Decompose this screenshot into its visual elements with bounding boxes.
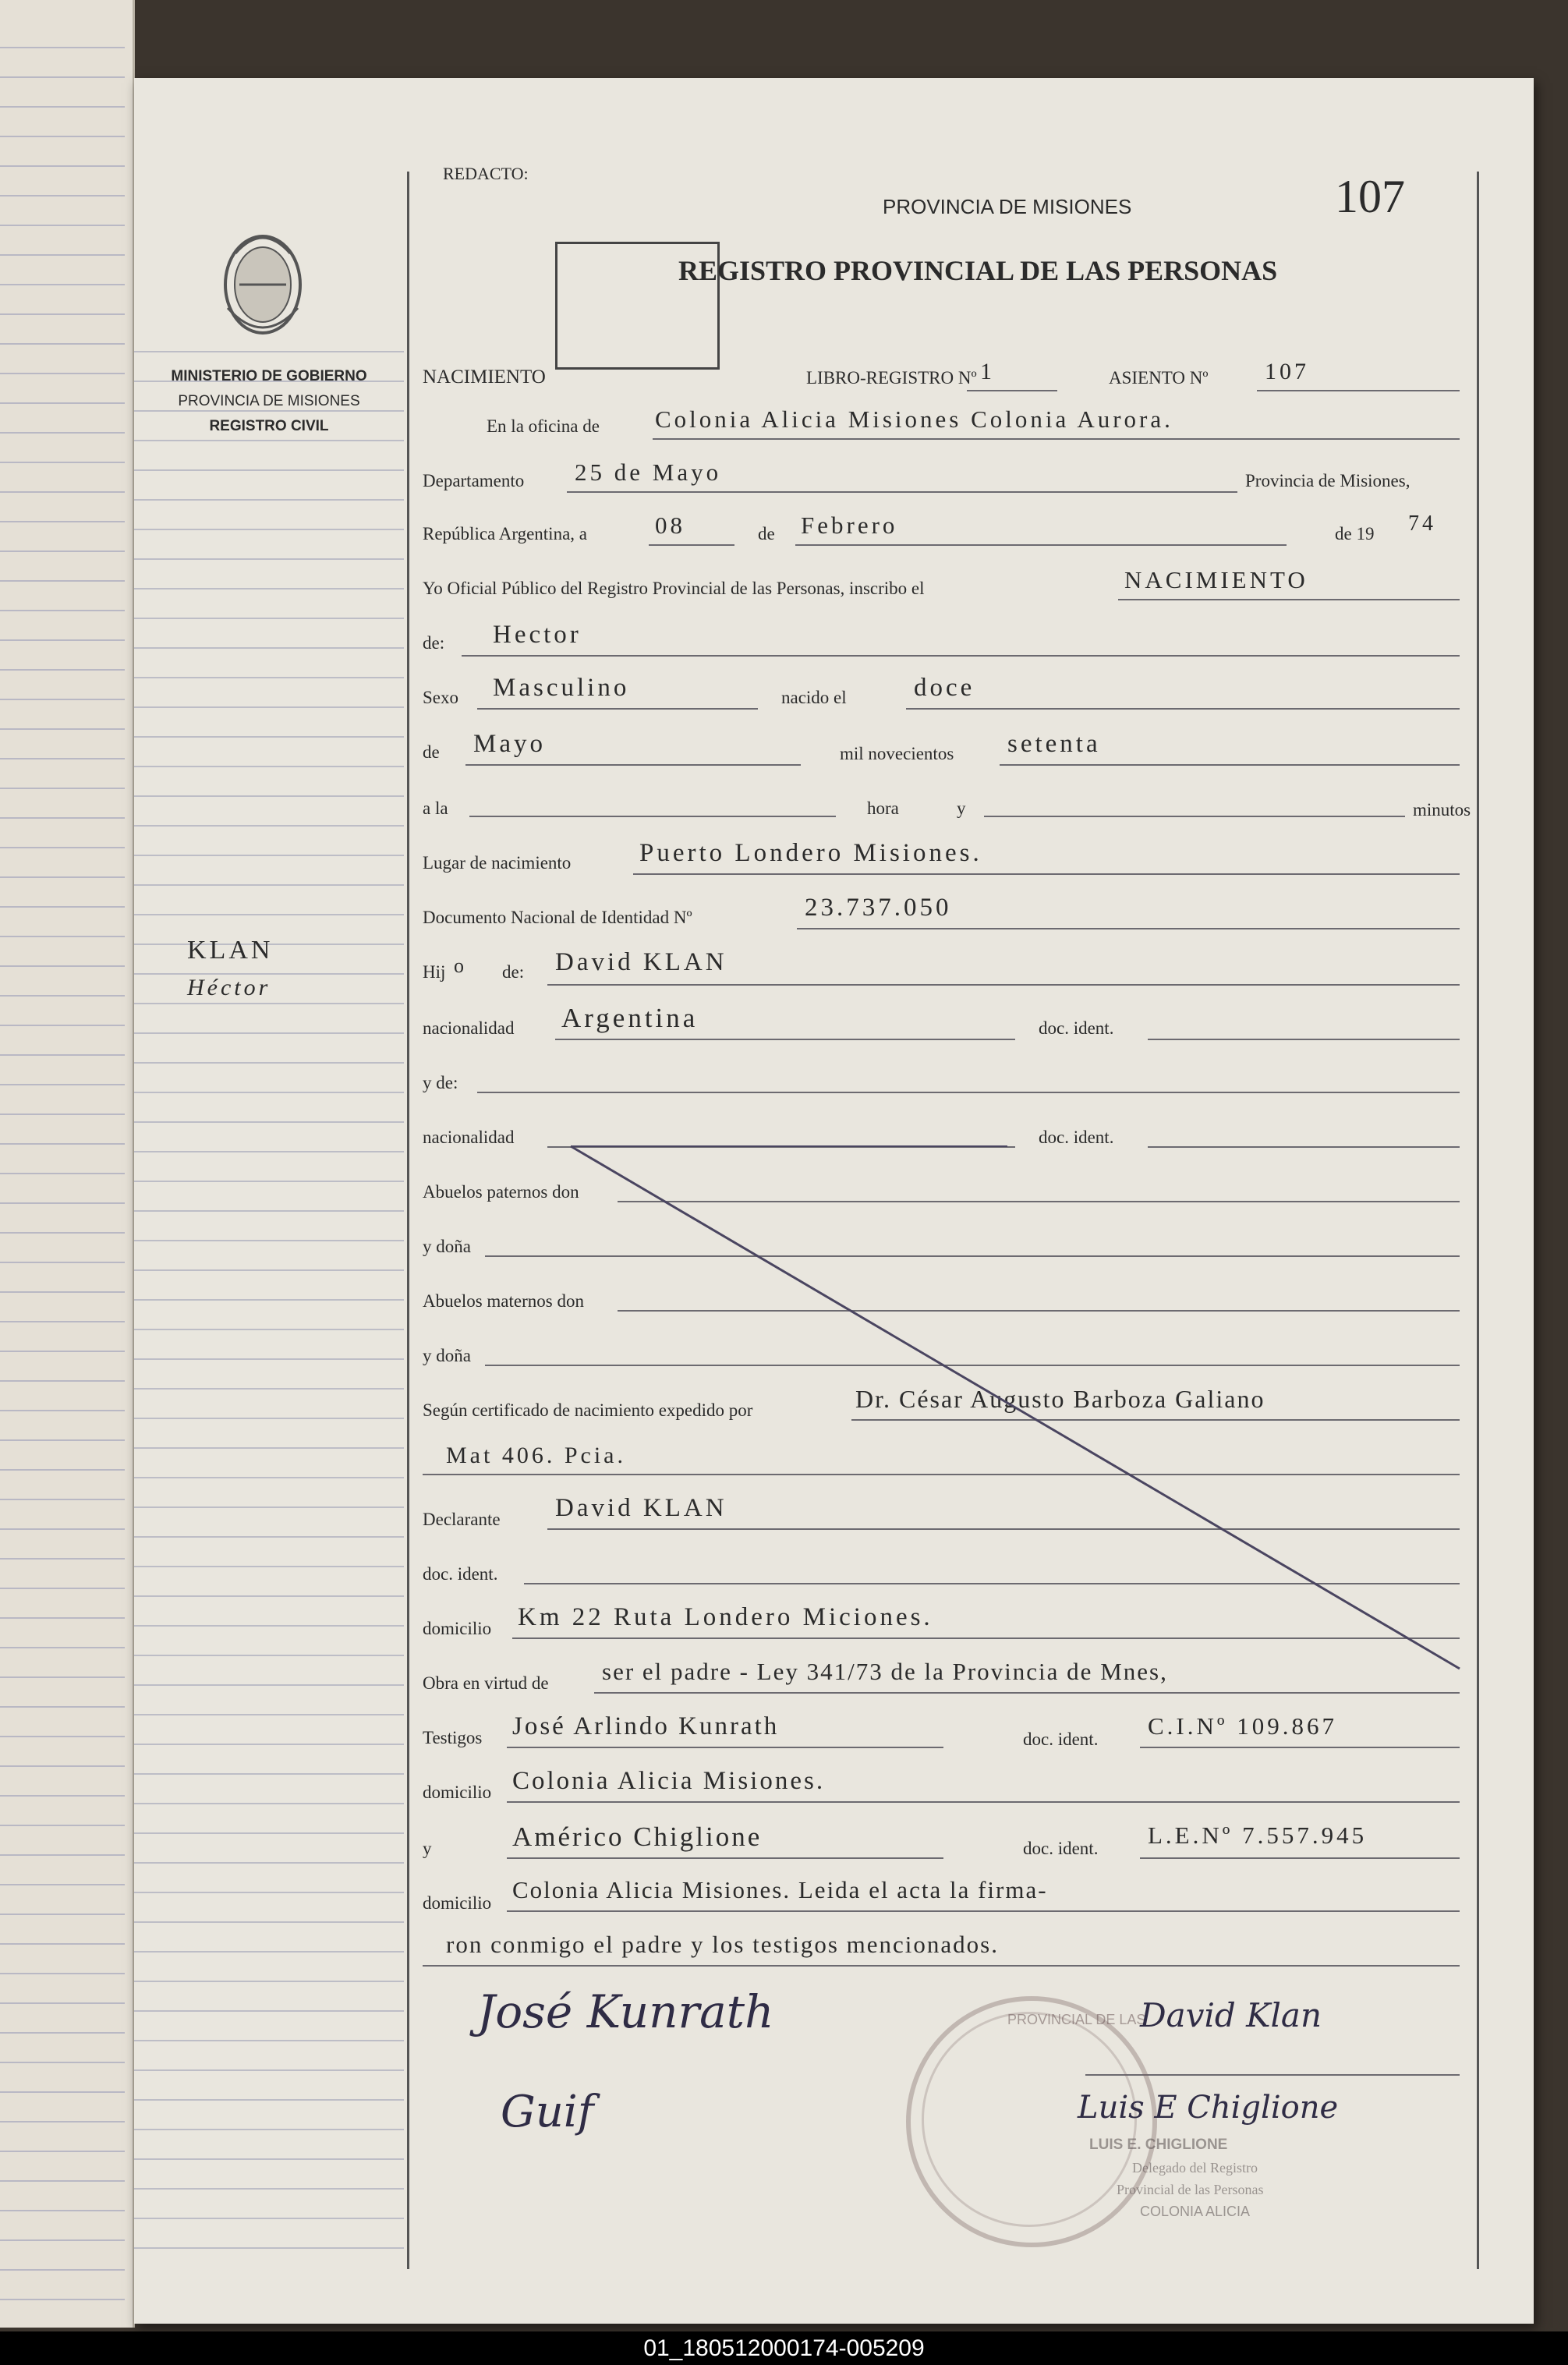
- left-page-rule: [0, 788, 125, 789]
- libro-value: 1: [980, 359, 995, 384]
- domicilio-label-3: domicilio: [423, 1893, 492, 1913]
- nacionalidad-label-2: nacionalidad: [423, 1128, 515, 1147]
- left-page-rule: [0, 699, 125, 700]
- left-page-rule: [0, 373, 125, 374]
- left-page-rule: [0, 343, 125, 345]
- y-de-label: y de:: [423, 1073, 458, 1092]
- left-page-rule: [0, 2062, 125, 2063]
- left-page-rule: [0, 758, 125, 759]
- de-label-1: de: [758, 524, 775, 543]
- de19-label: de 19: [1335, 524, 1375, 543]
- dni-value: 23.737.050: [805, 894, 952, 922]
- left-page-rule: [0, 1795, 125, 1797]
- hijo-o-value: o: [454, 954, 467, 977]
- left-book-edge: [0, 0, 135, 2328]
- sexo-label: Sexo: [423, 688, 458, 707]
- doc-ident-label-2: doc. ident.: [1039, 1128, 1114, 1147]
- dni-label: Documento Nacional de Identidad Nº: [423, 908, 692, 927]
- left-page-rule: [0, 1202, 125, 1204]
- abuelos-maternos-label: Abuelos maternos don: [423, 1291, 584, 1311]
- left-page-rule: [0, 1439, 125, 1441]
- left-page-rule: [0, 1825, 125, 1826]
- padre-value: David KLAN: [555, 948, 727, 976]
- left-page-rule: [0, 1884, 125, 1885]
- testigo2-value: Américo Chiglione: [512, 1822, 763, 1852]
- left-page-rule: [0, 817, 125, 819]
- inscribe-value: NACIMIENTO: [1124, 566, 1308, 593]
- stamp-line-4: COLONIA ALICIA: [1140, 2204, 1251, 2219]
- oficina-value: Colonia Alicia Misiones Colonia Aurora.: [655, 405, 1173, 433]
- left-page-rule: [0, 580, 125, 582]
- left-page-rule: [0, 2299, 125, 2300]
- folio-number: 107: [1335, 171, 1405, 222]
- left-page-rule: [0, 639, 125, 641]
- left-page-rule: [0, 2002, 125, 2004]
- left-page-rule: [0, 2239, 125, 2241]
- left-page-rule: [0, 106, 125, 108]
- abuelos-paternos-label: Abuelos paternos don: [423, 1182, 579, 1202]
- testigo1-doc-value: C.I.Nº 109.867: [1148, 1712, 1337, 1740]
- lugar-value: Puerto Londero Misiones.: [639, 839, 982, 867]
- testigo2-dom-value-2: ron conmigo el padre y los testigos mencionados.: [446, 1931, 999, 1958]
- left-page-rule: [0, 1054, 125, 1056]
- left-page-rule: [0, 1469, 125, 1471]
- signature-chiglione: Luis E Chiglione: [1078, 2090, 1339, 2126]
- hijo-label: Hij: [423, 962, 446, 982]
- document-page: [134, 78, 1534, 2324]
- left-page-rule: [0, 1943, 125, 1945]
- segun-label: Según certificado de nacimiento expedido por: [423, 1400, 753, 1420]
- left-page-rule: [0, 2032, 125, 2034]
- left-page-rule: [0, 1676, 125, 1678]
- left-page-rule: [0, 728, 125, 730]
- left-page-rule: [0, 995, 125, 997]
- testigo1-value: José Arlindo Kunrath: [512, 1712, 780, 1740]
- declarante-label: Declarante: [423, 1510, 501, 1529]
- domicilio-label-1: domicilio: [423, 1619, 492, 1638]
- certificado-value-2: Mat 406. Pcia.: [446, 1443, 626, 1468]
- doc-ident-label-1: doc. ident.: [1039, 1018, 1114, 1038]
- left-page-rule: [0, 136, 125, 137]
- domicilio-label-2: domicilio: [423, 1783, 492, 1802]
- left-page-rule: [0, 225, 125, 226]
- stamp-line-2: Delegado del Registro: [1132, 2160, 1258, 2176]
- left-page-rule: [0, 2180, 125, 2182]
- nacido-anio-value: setenta: [1007, 730, 1101, 758]
- testigos-label: Testigos: [423, 1728, 483, 1747]
- left-page-rule: [0, 1113, 125, 1115]
- left-page-rule: [0, 1380, 125, 1382]
- left-page-rule: [0, 1084, 125, 1085]
- header-province: PROVINCIA DE MISIONES: [883, 195, 1132, 218]
- left-page-rule: [0, 491, 125, 493]
- testigo2-doc-value: L.E.Nº 7.557.945: [1148, 1822, 1368, 1849]
- left-page-rule: [0, 165, 125, 167]
- left-page-rule: [0, 47, 125, 48]
- left-page-rule: [0, 1558, 125, 1560]
- left-page-rule: [0, 610, 125, 611]
- left-page-rule: [0, 2210, 125, 2211]
- left-page-rule: [0, 462, 125, 463]
- anio-value: 74: [1408, 512, 1436, 536]
- testigo1-dom-value: Colonia Alicia Misiones.: [512, 1767, 826, 1795]
- mil-novecientos-label: mil novecientos: [840, 744, 954, 763]
- left-page-rule: [0, 2151, 125, 2152]
- provincia-label: Provincia de Misiones,: [1245, 471, 1410, 490]
- nacionalidad-value: Argentina: [561, 1003, 699, 1033]
- mes-value: Febrero: [801, 512, 898, 539]
- obra-value: ser el padre - Ley 341/73 de la Provincia de Mnes,: [602, 1658, 1168, 1685]
- seal-ring-text: PROVINCIAL DE LAS: [1007, 2012, 1146, 2027]
- cancellation-lines: [134, 78, 1534, 2324]
- y-dona-label-2: y doña: [423, 1346, 471, 1365]
- margin-surname: KLAN: [187, 936, 274, 965]
- left-page-rule: [0, 1647, 125, 1648]
- left-page-rule: [0, 1351, 125, 1352]
- left-page-rule: [0, 1499, 125, 1500]
- left-page-rule: [0, 669, 125, 671]
- y-label-2: y: [423, 1839, 432, 1858]
- departamento-value: 25 de Mayo: [575, 458, 722, 486]
- republica-label: República Argentina, a: [423, 524, 587, 543]
- left-page-rule: [0, 936, 125, 937]
- y-label: y: [957, 798, 966, 818]
- certificado-value-1: Dr. César Augusto Barboza Galiano: [855, 1385, 1265, 1413]
- civil-registry-label: REGISTRO CIVIL: [209, 418, 329, 434]
- left-page-rule: [0, 313, 125, 315]
- left-page-rule: [0, 195, 125, 196]
- libro-label: LIBRO-REGISTRO Nº: [806, 368, 977, 388]
- doc-ident-label-3: doc. ident.: [423, 1564, 498, 1584]
- left-page-rule: [0, 1914, 125, 1915]
- hijo-de-label: de:: [502, 962, 525, 982]
- left-page-rule: [0, 254, 125, 256]
- signature-klan: David Klan: [1140, 1996, 1322, 2034]
- oficial-label: Yo Oficial Público del Registro Provincial de las Personas, inscribo el: [423, 579, 925, 598]
- y-dona-label-1: y doña: [423, 1237, 471, 1256]
- cancellation-diagonal: [571, 1146, 1460, 1669]
- a-la-label: a la: [423, 798, 448, 818]
- left-page-rule: [0, 1143, 125, 1145]
- ministry-label: MINISTERIO DE GOBIERNO: [171, 368, 367, 384]
- left-page-rule: [0, 521, 125, 522]
- doc-ident-label-t2: doc. ident.: [1023, 1839, 1099, 1858]
- left-page-rule: [0, 1617, 125, 1619]
- asiento-label: ASIENTO Nº: [1109, 368, 1209, 388]
- left-page-rule: [0, 2121, 125, 2122]
- left-page-rule: [0, 1765, 125, 1767]
- act-type-label: NACIMIENTO: [423, 366, 546, 388]
- registry-title: REGISTRO PROVINCIAL DE LAS PERSONAS: [678, 255, 1278, 286]
- left-page-rule: [0, 402, 125, 404]
- nacionalidad-label-1: nacionalidad: [423, 1018, 515, 1038]
- nombre-value: Hector: [493, 621, 582, 649]
- signature-official: Guif: [501, 2087, 594, 2137]
- sexo-value: Masculino: [493, 674, 630, 702]
- testigo2-dom-value-1: Colonia Alicia Misiones. Leida el acta la firma-: [512, 1876, 1048, 1903]
- left-page-rule: [0, 2091, 125, 2093]
- stamp-name: LUIS E. CHIGLIONE: [1089, 2137, 1228, 2153]
- minutos-label: minutos: [1413, 800, 1471, 820]
- de-colon-label: de:: [423, 633, 445, 653]
- oficina-label: En la oficina de: [487, 416, 600, 436]
- doc-ident-label-t1: doc. ident.: [1023, 1729, 1099, 1749]
- left-page-rule: [0, 906, 125, 908]
- left-page-rule: [0, 1588, 125, 1589]
- nacido-dia-value: doce: [914, 674, 975, 702]
- left-page-rule: [0, 1410, 125, 1411]
- nacido-label: nacido el: [781, 688, 847, 707]
- left-page-rule: [0, 1321, 125, 1322]
- left-page-rule: [0, 2269, 125, 2271]
- de-label-2: de: [423, 742, 440, 762]
- signature-kunrath: José Kunrath: [477, 1985, 774, 2038]
- left-page-rule: [0, 1706, 125, 1708]
- left-page-rule: [0, 1232, 125, 1234]
- left-page-rule: [0, 1173, 125, 1174]
- declarante-value: David KLAN: [555, 1494, 727, 1522]
- margin-name: Héctor: [187, 975, 271, 1000]
- left-page-rule: [0, 1736, 125, 1737]
- domicilio-decl-value: Km 22 Ruta Londero Miciones.: [518, 1603, 933, 1631]
- left-page-rule: [0, 1973, 125, 1974]
- hora-label: hora: [867, 798, 899, 818]
- asiento-value: 107: [1265, 359, 1309, 384]
- dia-value: 08: [655, 512, 685, 539]
- left-page-rule: [0, 965, 125, 967]
- obra-label: Obra en virtud de: [423, 1673, 549, 1693]
- left-page-rule: [0, 284, 125, 285]
- lugar-label: Lugar de nacimiento: [423, 853, 572, 873]
- left-page-rule: [0, 1291, 125, 1293]
- stamp-line-3: Provincial de las Personas: [1117, 2182, 1264, 2197]
- image-caption: 01_180512000174-005209: [0, 2331, 1568, 2365]
- departamento-label: Departamento: [423, 471, 525, 490]
- left-page-rule: [0, 551, 125, 552]
- redacto-label: REDACTO:: [443, 164, 529, 183]
- left-page-rule: [0, 76, 125, 78]
- emblem-province: PROVINCIA DE MISIONES: [178, 393, 360, 409]
- nacido-mes-value: Mayo: [473, 730, 546, 758]
- left-page-rule: [0, 1854, 125, 1856]
- left-page-rule: [0, 432, 125, 434]
- left-page-rule: [0, 847, 125, 848]
- left-page-rule: [0, 1025, 125, 1026]
- left-page-rule: [0, 1528, 125, 1530]
- left-page-rule: [0, 876, 125, 878]
- left-page-rule: [0, 1262, 125, 1263]
